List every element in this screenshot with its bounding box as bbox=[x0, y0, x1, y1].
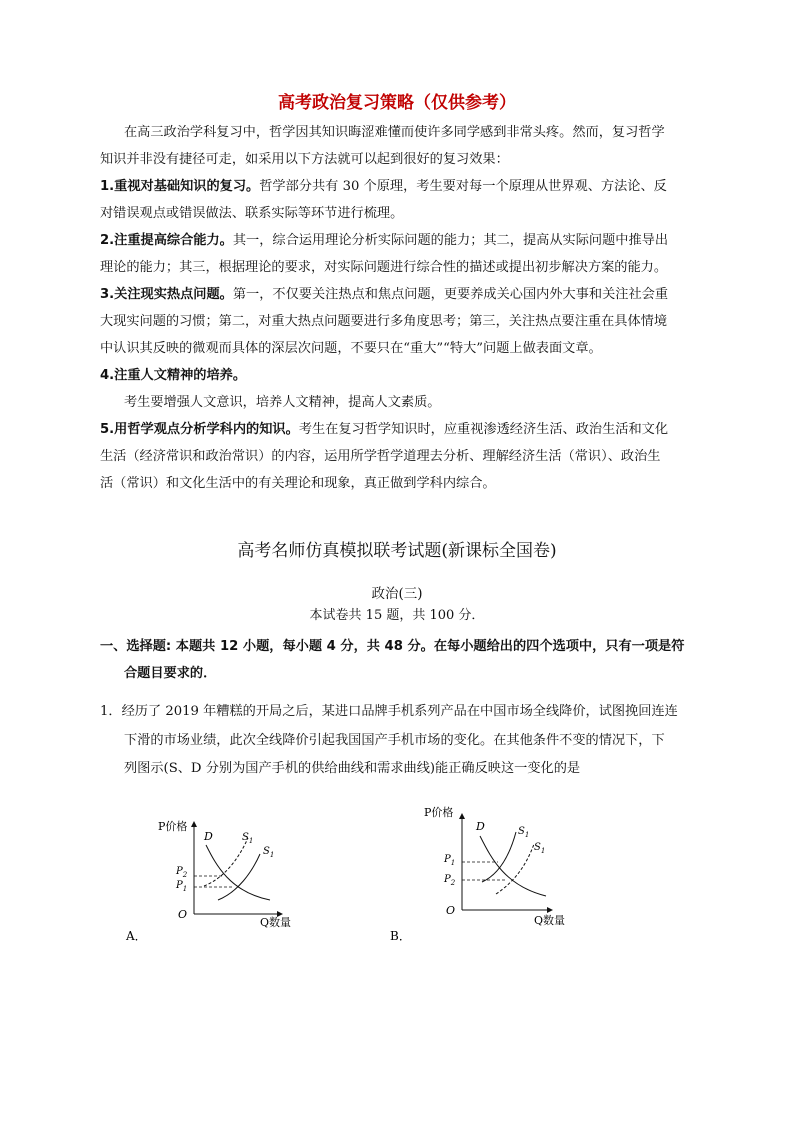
option-a-label: A． bbox=[126, 929, 147, 943]
question-1-line-2: 下滑的市场业绩，此次全线降价引起我国国产手机市场的变化。在其他条件不变的情况下，下 bbox=[124, 733, 665, 748]
point-2-text: 其一，综合运用理论分析实际问题的能力；其二，提高从实际问题中推导出 bbox=[232, 233, 669, 248]
point-5-line-3: 活（常识）和文化生活中的有关理论和现象，真正做到学科内综合。 bbox=[100, 476, 496, 491]
strategy-title: 高考政治复习策略（仅供参考） bbox=[278, 93, 516, 113]
point-4-line-2: 考生要增强人文意识，培养人文精神，提高人文素质。 bbox=[124, 395, 441, 410]
intro-line-2: 知识并非没有捷径可走，如采用以下方法就可以起到很好的复习效果： bbox=[100, 152, 509, 167]
demand-curve bbox=[206, 845, 270, 900]
supply-solid-label: $S_1$ bbox=[518, 826, 530, 839]
point-3-line-2: 大现实问题的习惯；第二，对重大热点问题要进行多角度思考；第三，关注热点要注重在具体情境 bbox=[100, 314, 668, 329]
point-1-heading: 1.重视对基础知识的复习。 bbox=[100, 179, 260, 194]
point-5-line-1 bbox=[100, 421, 700, 439]
point-4-line-1 bbox=[100, 367, 700, 385]
intro-line-1: 在高三政治学科复习中，哲学因其知识晦涩难懂而使许多同学感到非常头疼。然而，复习哲学 bbox=[124, 125, 665, 140]
section-heading-line-1: 一、选择题: 本题共 12 小题，每小题 4 分，共 48 分。在每小题给出的四个选项中，只有一项是符 bbox=[100, 639, 685, 654]
graph-a bbox=[120, 810, 320, 945]
point-3-line-3: 中认识其反映的微观而具体的深层次问题，不要只在“重大”“特大”问题上做表面文章。 bbox=[100, 341, 602, 356]
supply-solid-label: $S_1$ bbox=[263, 846, 275, 859]
point-3-text: 第一，不仅要关注热点和焦点问题，更要养成关心国内外大事和关注社会重 bbox=[232, 287, 669, 302]
x-axis-label: Q数量 bbox=[534, 914, 566, 927]
demand-label: D bbox=[476, 820, 485, 833]
price-low-label: $P_2$ bbox=[444, 874, 456, 887]
y-axis-label: P价格 bbox=[424, 806, 454, 819]
supply-curve-solid bbox=[482, 832, 516, 882]
point-3-heading: 3.关注现实热点问题。 bbox=[100, 287, 233, 302]
point-5-heading: 5.用哲学观点分析学科内的知识。 bbox=[100, 422, 299, 437]
point-2-heading: 2.注重提高综合能力。 bbox=[100, 233, 233, 248]
origin-label: O bbox=[446, 904, 456, 917]
question-1-line-1: 1．经历了 2019 年糟糕的开局之后，某进口品牌手机系列产品在中国市场全线降价，试图挽回连连 bbox=[100, 704, 678, 719]
origin-label: O bbox=[178, 908, 188, 921]
graph-b bbox=[384, 798, 584, 945]
point-4-heading: 4.注重人文精神的培养。 bbox=[100, 368, 247, 383]
exam-note: 本试卷共 15 题，共 100 分． bbox=[309, 608, 485, 623]
point-5-line-2: 生活（经济常识和政治常识）的内容，运用所学哲学道理去分析、理解经济生活（常识）、政治生 bbox=[100, 449, 661, 464]
exam-subtitle: 政治(三) bbox=[371, 586, 423, 602]
question-1-line-3: 列图示(S、D 分别为国产手机的供给曲线和需求曲线)能正确反映这一变化的是 bbox=[124, 761, 581, 776]
point-2-line-1 bbox=[100, 232, 700, 250]
price-low-label: $P_1$ bbox=[176, 880, 188, 893]
point-2-line-2: 理论的能力；其三，根据理论的要求，对实际问题进行综合性的描述或提出初步解决方案的能力。 bbox=[100, 260, 668, 275]
price-high-label: $P_1$ bbox=[444, 854, 456, 867]
supply-dashed-label: $S_1$ bbox=[534, 842, 546, 855]
point-1-line-2: 对错误观点或错误做法、联系实际等环节进行梳理。 bbox=[100, 206, 404, 221]
price-high-label: $P_2$ bbox=[176, 866, 188, 879]
supply-curve-dashed bbox=[204, 838, 248, 886]
supply-curve-dashed bbox=[496, 844, 534, 894]
y-axis-label: P价格 bbox=[158, 820, 188, 833]
supply-curve-solid bbox=[218, 854, 260, 900]
section-heading-line-2: 合题目要求的． bbox=[124, 666, 217, 681]
supply-dashed-label: $S_1$ bbox=[242, 832, 254, 845]
exam-title: 高考名师仿真模拟联考试题(新课标全国卷) bbox=[237, 541, 557, 561]
demand-label: D bbox=[204, 830, 213, 843]
option-b-label: B． bbox=[390, 929, 411, 943]
point-1-line-1 bbox=[100, 178, 700, 196]
point-3-line-1 bbox=[100, 286, 700, 304]
point-5-text: 考生在复习哲学知识时，应重视渗透经济生活、政治生活和文化 bbox=[298, 422, 669, 437]
point-1-text: 哲学部分共有 30 个原理，考生要对每一个原理从世界观、方法论、反 bbox=[259, 179, 667, 194]
x-axis-label: Q数量 bbox=[260, 916, 292, 929]
